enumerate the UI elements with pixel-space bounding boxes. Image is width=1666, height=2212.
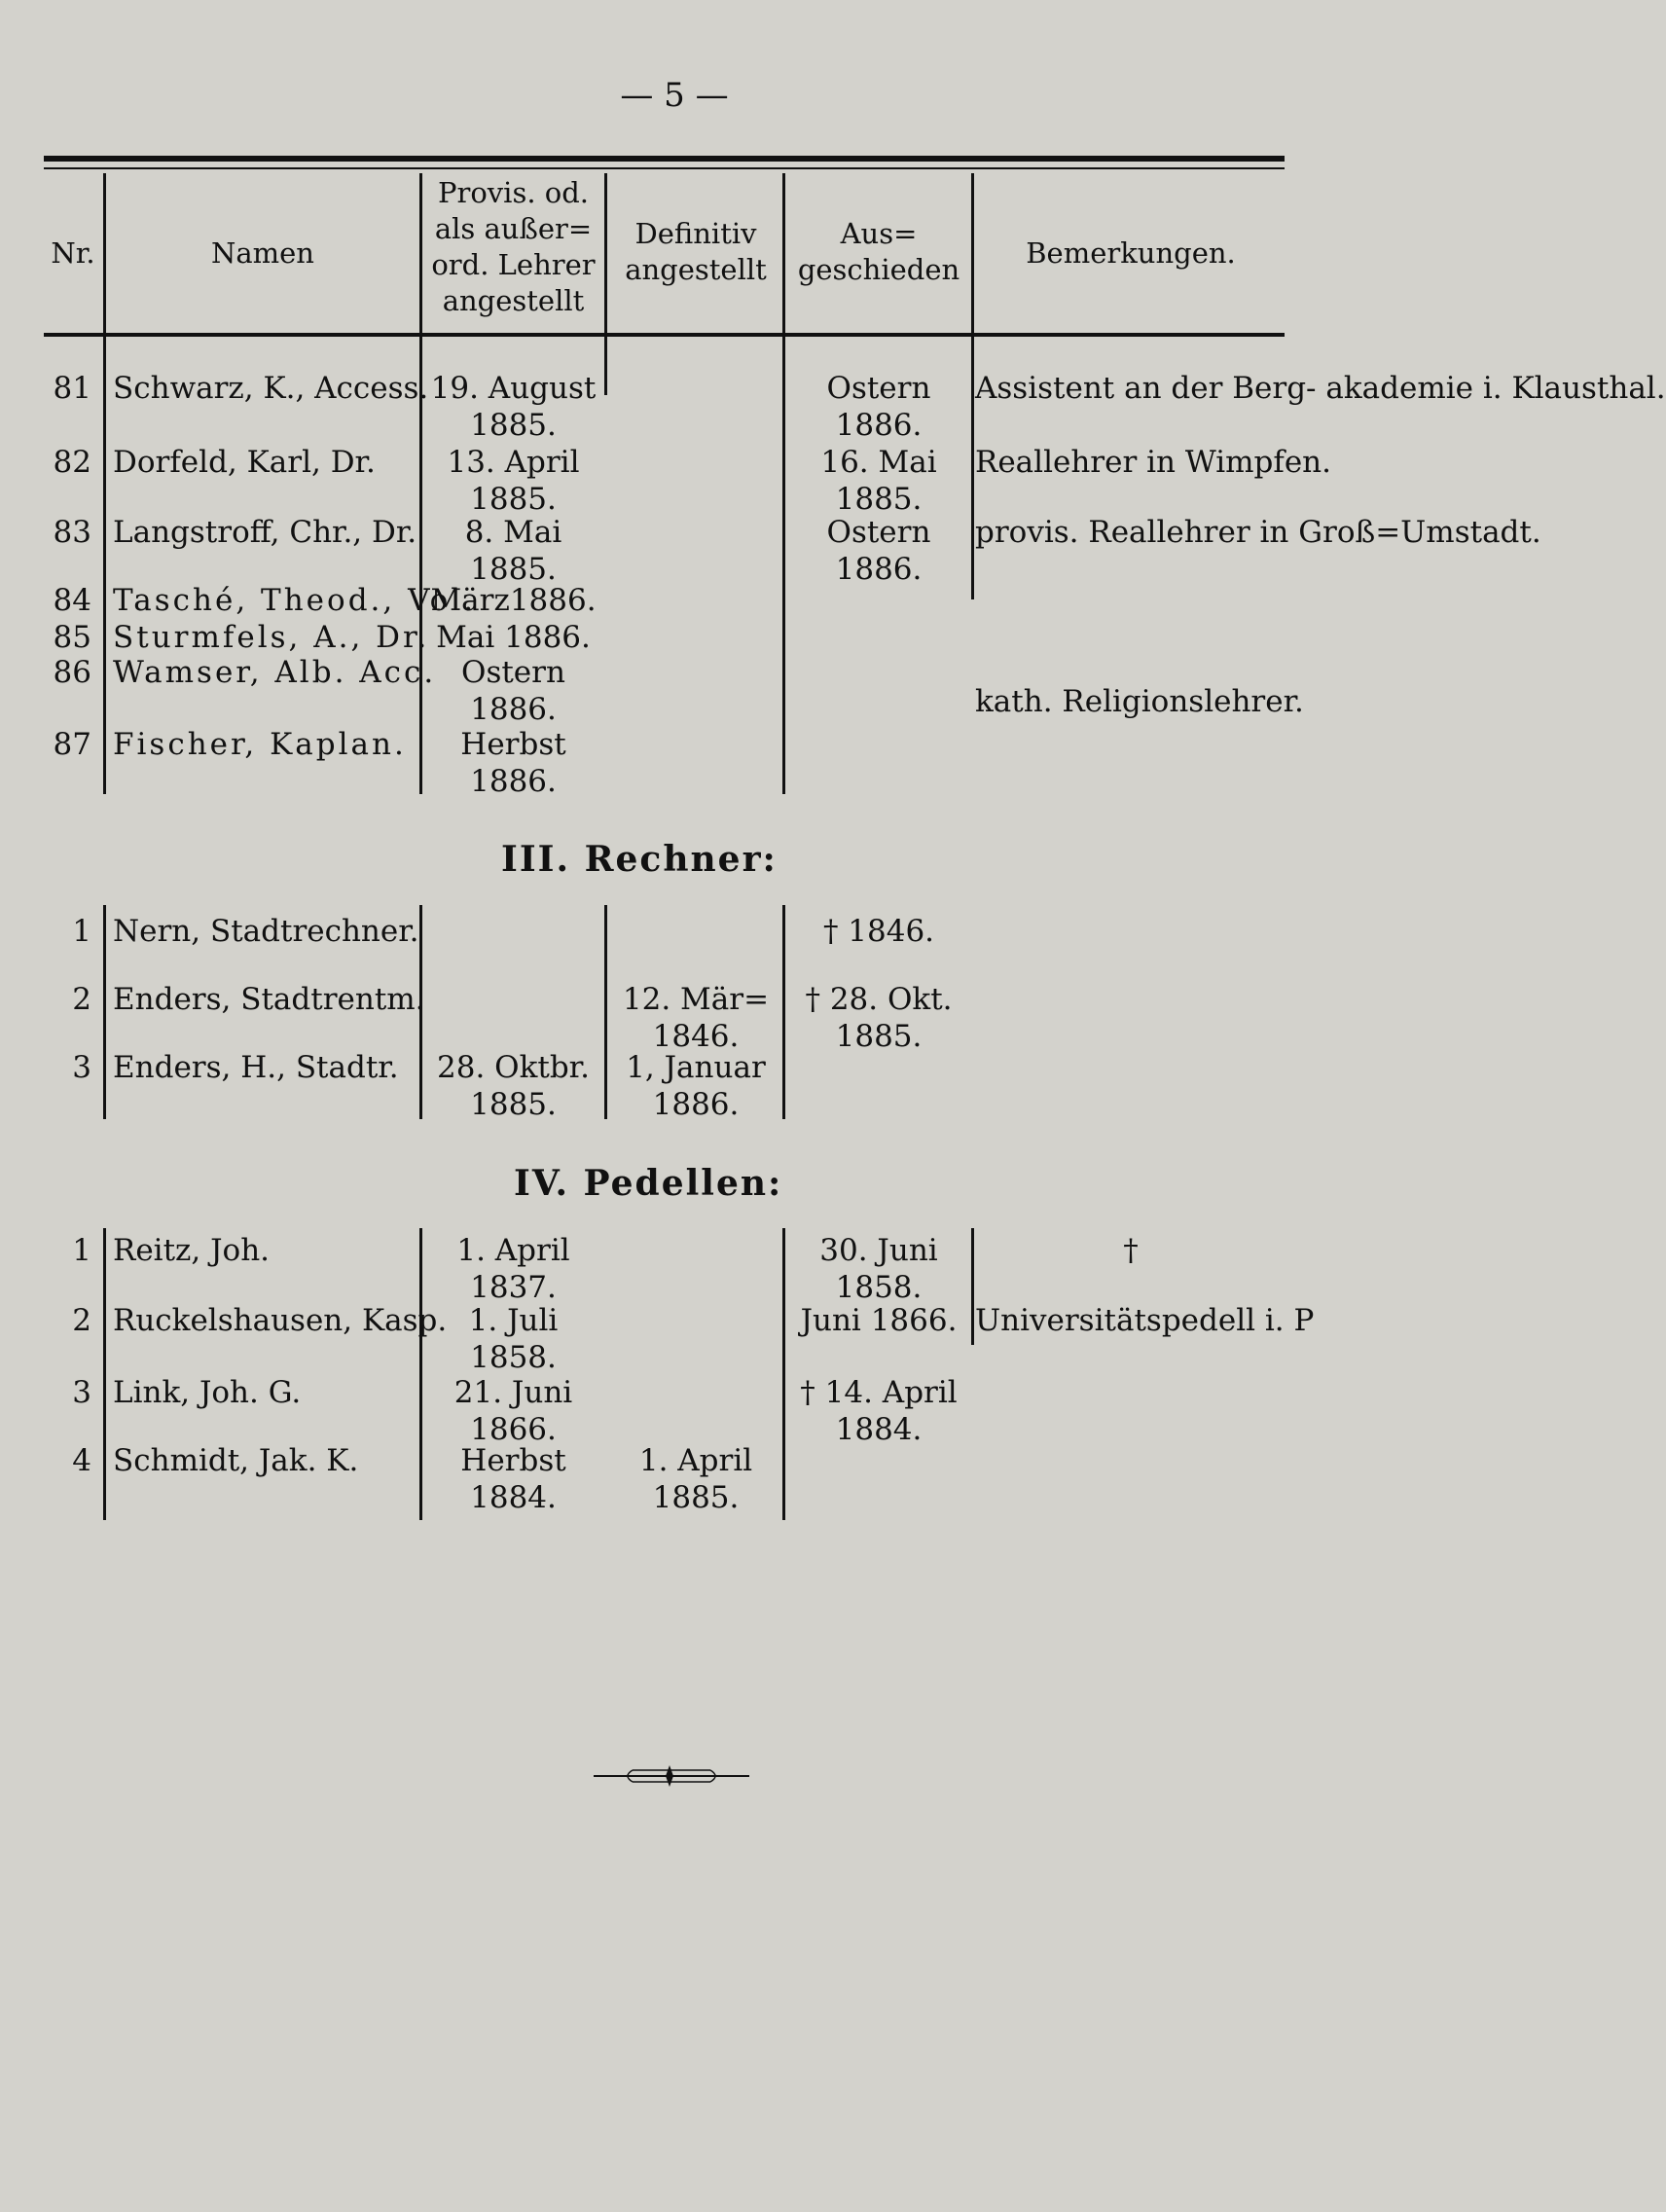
row-bemerkungen: Assistent an der Berg- akademie i. Klausthal. [975,371,1666,406]
row-ausgeschieden: 30. Juni 1858. [819,1233,938,1305]
row-name: Schwarz, K., Access. [113,371,429,406]
row-name: Fischer, Kaplan. [113,727,407,762]
row-provis: 1. April 1837. [456,1233,570,1305]
row-provis: Herbst 1884. [460,1443,566,1515]
header-divider [782,173,785,334]
row-ausgeschieden: 16. Mai 1885. [820,445,937,517]
row-nr: 1 [72,1233,91,1268]
row-ausgeschieden: † 28. Okt. 1885. [805,982,953,1054]
column-divider [604,337,607,395]
row-name: Langstroff, Chr., Dr. [113,515,417,550]
row-name: Nern, Stadtrechner. [113,914,419,949]
header-divider [103,173,106,334]
header-bemerkungen: Bemerkungen. [1026,236,1236,270]
top-rule-thin [44,167,1285,169]
header-divider [971,173,974,334]
header-namen: Namen [210,236,314,270]
row-nr: 3 [72,1375,91,1410]
row-ausgeschieden: Juni 1866. [800,1303,958,1338]
row-name: Enders, Stadtrentm. [113,982,425,1017]
column-divider [971,1228,974,1345]
row-provis: 8. Mai 1885. [464,515,562,587]
row-name: Reitz, Joh. [113,1233,271,1268]
row-nr: 4 [72,1443,91,1478]
section-title-pedellen: IV. Pedellen: [514,1163,783,1204]
row-provis: Mai 1886. [436,620,591,655]
header-definitiv: Definitiv angestellt [625,217,767,286]
top-rule-thick [44,156,1285,162]
column-divider [971,337,974,599]
row-definitiv: 1, Januar 1886. [626,1050,766,1122]
row-provis: Herbst 1886. [460,727,566,799]
row-nr: 86 [53,655,91,690]
row-provis: März1886. [430,583,597,618]
row-name: Sturmfels, A., Dr. [113,620,430,655]
header-bottom-rule [44,333,1285,337]
row-name: Enders, H., Stadtr. [113,1050,399,1085]
header-divider [604,173,607,334]
row-name: Schmidt, Jak. K. [113,1443,359,1478]
header-divider [419,173,422,334]
column-divider [103,337,106,794]
row-nr: 2 [72,982,91,1017]
row-nr: 3 [72,1050,91,1085]
ornament-divider [594,1761,749,1791]
row-ausgeschieden: † 1846. [822,914,935,949]
column-divider [782,337,785,794]
page-number: — 5 — [620,76,729,115]
row-ausgeschieden: † 14. April 1884. [800,1375,958,1447]
row-provis: 19. August 1885. [430,371,597,443]
row-nr: 82 [53,445,91,480]
column-divider [103,1228,106,1520]
row-bemerkungen: † [1123,1233,1139,1268]
row-provis: 28. Oktbr. 1885. [437,1050,590,1122]
row-name: Wamser, Alb. Acc. [113,655,437,690]
row-nr: 87 [53,727,91,762]
row-nr: 83 [53,515,91,550]
row-nr: 2 [72,1303,91,1338]
column-divider [604,905,607,1119]
section-title-rechner: III. Rechner: [501,839,778,880]
row-nr: 1 [72,914,91,949]
row-ausgeschieden: Ostern 1886. [826,371,931,443]
row-nr: 84 [53,583,91,618]
header-provis: Provis. od. als außer= ord. Lehrer angestellt [431,176,596,317]
row-bemerkungen: kath. Religionslehrer. [975,684,1304,719]
row-provis: 1. Juli 1858. [468,1303,559,1375]
row-definitiv: 1. April 1885. [638,1443,753,1515]
row-bemerkungen: Universitätspedell i. P [975,1303,1315,1338]
row-nr: 85 [53,620,91,655]
header-nr: Nr. [51,236,95,270]
row-ausgeschieden: Ostern 1886. [826,515,931,587]
row-bemerkungen: provis. Reallehrer in Groß=Umstadt. [975,515,1541,550]
row-definitiv: 12. Mär= 1846. [622,982,770,1054]
row-provis: 21. Juni 1866. [453,1375,573,1447]
row-name: Tasché, Theod., Vol. [113,583,477,618]
row-name: Dorfeld, Karl, Dr. [113,445,376,480]
column-divider [103,905,106,1119]
header-ausgeschieden: Aus= geschieden [797,217,960,286]
row-provis: Ostern 1886. [461,655,565,727]
row-bemerkungen: Reallehrer in Wimpfen. [975,445,1331,480]
row-name: Link, Joh. G. [113,1375,302,1410]
row-nr: 81 [53,371,91,406]
row-provis: 13. April 1885. [447,445,580,517]
row-name: Ruckelshausen, Kasp. [113,1303,448,1338]
